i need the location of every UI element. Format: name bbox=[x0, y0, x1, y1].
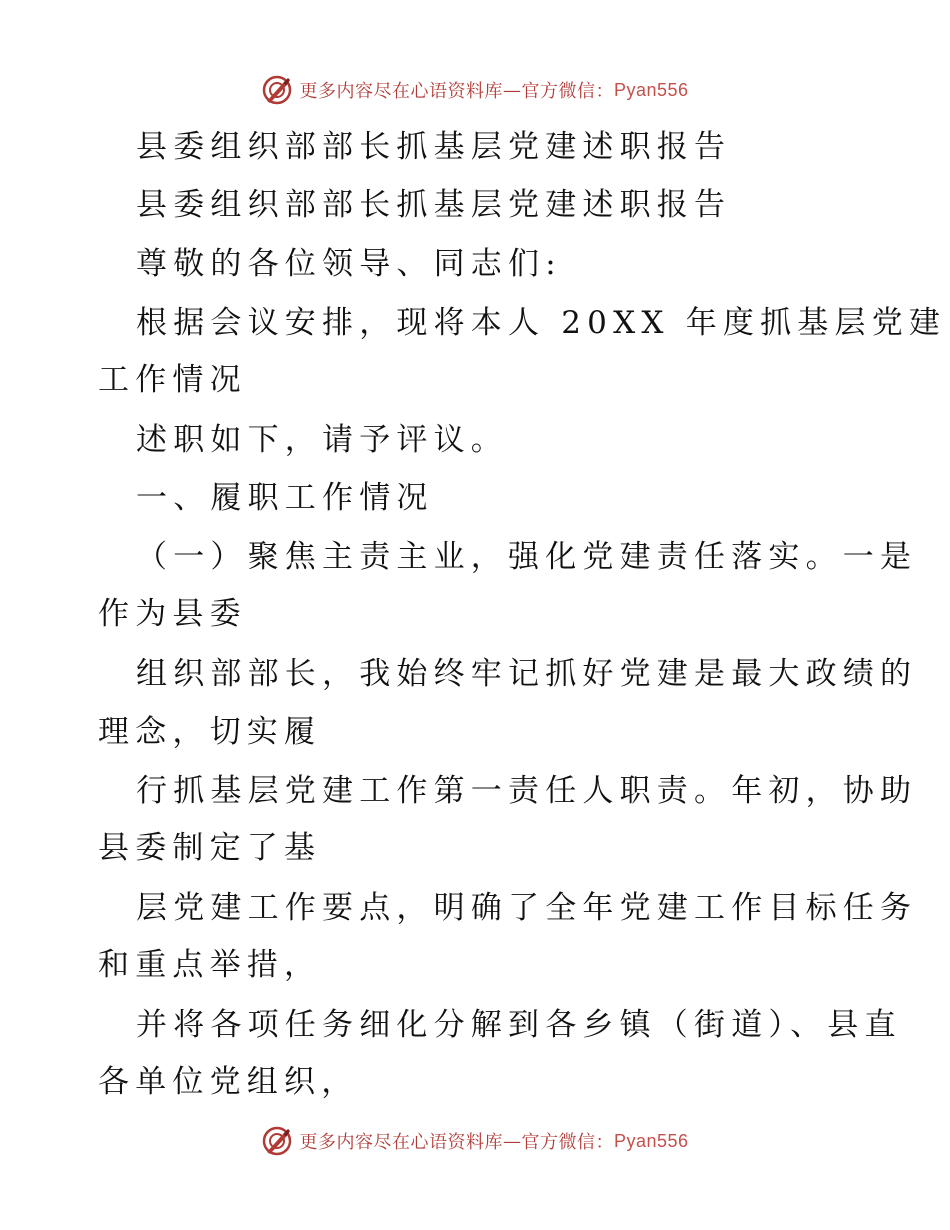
text-line: 和重点举措， bbox=[98, 947, 322, 983]
text-line: 理念，切实履 bbox=[98, 714, 322, 750]
text-line: 并将各项任务细化分解到各乡镇（街道）、县直 bbox=[136, 1007, 902, 1043]
header-contact-label: 官方微信： bbox=[521, 81, 614, 102]
text-line: 层党建工作要点，明确了全年党建工作目标任务 bbox=[136, 890, 918, 926]
salutation: 尊敬的各位领导、同志们: bbox=[136, 246, 562, 282]
document-title: 县委组织部部长抓基层党建述职报告 bbox=[136, 129, 732, 165]
text-line: 行抓基层党建工作第一责任人职责。年初，协助 bbox=[136, 773, 918, 809]
header-banner-separator: — bbox=[502, 79, 522, 101]
text-line: 工作情况 bbox=[98, 362, 247, 398]
pen-logo-icon bbox=[261, 1125, 293, 1157]
text-line: 述职如下，请予评议。 bbox=[136, 422, 508, 458]
text-line: 县委制定了基 bbox=[98, 830, 322, 866]
text-line: 根据会议安排，现将本人 20XX 年度抓基层党建 bbox=[136, 305, 947, 341]
text-line: （一）聚焦主责主业，强化党建责任落实。一是 bbox=[136, 539, 918, 575]
footer-banner-separator: — bbox=[502, 1130, 522, 1152]
text-line: 组织部部长，我始终牢记抓好党建是最大政绩的 bbox=[136, 656, 918, 692]
footer-banner-text: 更多内容尽在心语资料库 bbox=[299, 1132, 503, 1153]
text-line: 各单位党组织， bbox=[98, 1064, 359, 1100]
header-banner-text: 更多内容尽在心语资料库 bbox=[299, 81, 503, 102]
footer-banner bbox=[0, 1119, 950, 1163]
footer-contact-id: Pyan556 bbox=[613, 1130, 689, 1151]
document-title-repeat: 县委组织部部长抓基层党建述职报告 bbox=[136, 187, 732, 223]
footer-contact-label: 官方微信： bbox=[521, 1132, 614, 1153]
text-line: 作为县委 bbox=[98, 596, 247, 632]
section-heading: 一、履职工作情况 bbox=[136, 480, 434, 516]
header-contact-id: Pyan556 bbox=[613, 79, 689, 100]
